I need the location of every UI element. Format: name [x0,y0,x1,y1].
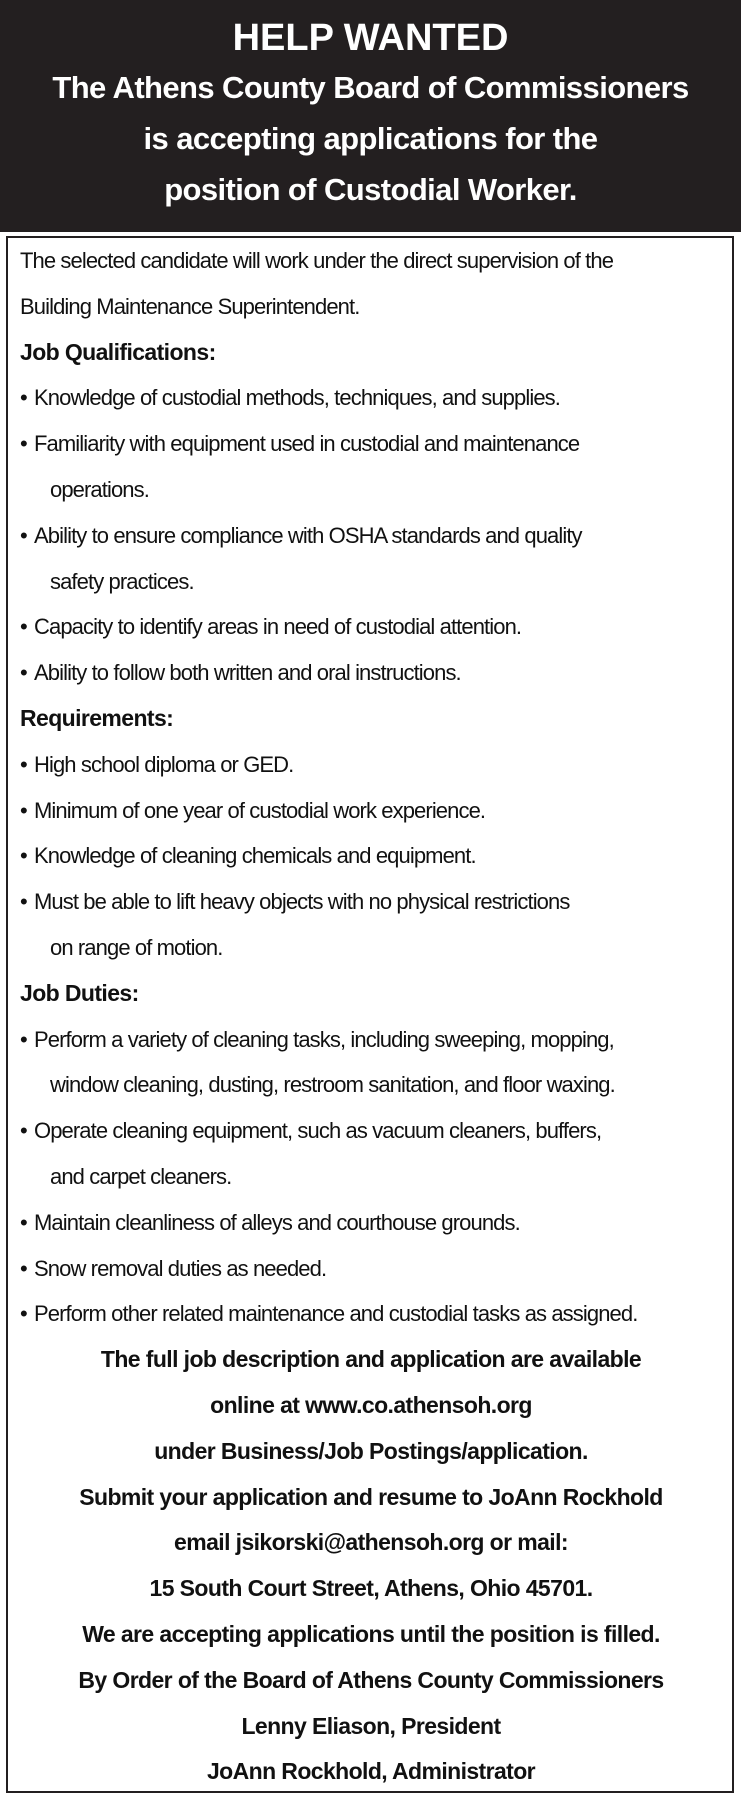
header-line: The Athens County Board of Commissioners [52,70,689,105]
ad-header [0,0,741,232]
bullet-icon: • [20,1301,27,1327]
intro-line: Building Maintenance Superintendent. [20,293,360,319]
list-item-text-continued: on range of motion. [50,934,223,960]
footer-line: We are accepting applications until the position is filled. [82,1620,660,1647]
intro-line: The selected candidate will work under the direct supervision of the [20,248,614,273]
ad-footer [20,1337,722,1795]
ad-title: HELP WANTED [232,17,509,59]
footer-line: Submit your application and resume to JoAnn Rockhold [79,1483,663,1510]
list-item [20,1291,722,1337]
list-item [20,1200,722,1246]
list-item-text: Knowledge of cleaning chemicals and equipment. [34,843,476,869]
bullet-icon: • [20,431,27,457]
ad-body [6,236,734,1793]
bullet-icon: • [20,1118,27,1144]
bullet-icon: • [20,1255,27,1281]
list-item [20,788,722,834]
footer-signature-administrator: JoAnn Rockhold, Administrator [206,1758,536,1785]
list-item-text-continued: safety practices. [50,568,194,594]
bullet-icon: • [20,797,27,823]
bullet-icon: • [20,614,27,640]
list-item-text: Maintain cleanliness of alleys and courthouse grounds. [34,1209,520,1235]
list-item-text: Familiarity with equipment used in custodial and maintenance [34,431,580,457]
footer-line: The full job description and application are available [100,1346,642,1373]
list-item-text: Knowledge of custodial methods, techniques, and supplies. [34,385,560,411]
list-item-text-continued: operations. [50,476,149,502]
list-item-text: Must be able to lift heavy objects with no physical restrictions [34,889,570,915]
list-item [20,421,722,513]
footer-line: By Order of the Board of Athens County Commissioners [78,1666,664,1693]
list-item-text: Perform a variety of cleaning tasks, including sweeping, mopping, [34,1026,614,1052]
list-item-text: Ability to ensure compliance with OSHA standards and quality [34,522,582,548]
list-item [20,1246,722,1292]
header-line: is accepting applications for the [143,121,598,156]
footer-line-website: online at www.co.athensoh.org [210,1391,532,1418]
list-item [20,742,722,788]
footer-line-address: 15 South Court Street, Athens, Ohio 45701. [149,1575,593,1602]
bullet-icon: • [20,385,27,411]
bullet-icon: • [20,751,27,777]
list-item-text-continued: and carpet cleaners. [50,1163,232,1189]
list-item-text: Snow removal duties as needed. [34,1255,327,1281]
list-item [20,513,722,605]
list-item-text: Ability to follow both written and oral instructions. [34,660,461,686]
section-heading-qualifications: Job Qualifications: [20,338,216,365]
list-item-text-continued: window cleaning, dusting, restroom sanitation, and floor waxing. [50,1072,615,1098]
footer-line-email: email jsikorski@athensoh.org or mail: [174,1529,568,1556]
section-heading-requirements: Requirements: [20,704,174,731]
bullet-icon: • [20,1026,27,1052]
bullet-icon: • [20,1209,27,1235]
bullet-icon: • [20,889,27,915]
bullet-icon: • [20,522,27,548]
bullet-icon: • [20,660,27,686]
list-item [20,833,722,879]
list-item-text: Perform other related maintenance and custodial tasks as assigned. [34,1301,638,1327]
list-item-text: Capacity to identify areas in need of custodial attention. [34,614,522,640]
list-item [20,375,722,421]
list-item [20,879,722,971]
list-item-text: High school diploma or GED. [34,751,294,777]
list-item [20,604,722,650]
list-item [20,1017,722,1109]
header-line: position of Custodial Worker. [164,172,577,207]
bullet-icon: • [20,843,27,869]
intro-paragraph [20,238,722,330]
footer-line: under Business/Job Postings/application. [154,1437,588,1464]
list-item [20,1108,722,1200]
list-item-text: Minimum of one year of custodial work experience. [34,797,486,823]
footer-signature-president: Lenny Eliason, President [241,1712,501,1739]
section-heading-duties: Job Duties: [20,979,139,1006]
list-item-text: Operate cleaning equipment, such as vacuum cleaners, buffers, [34,1118,602,1144]
list-item [20,650,722,696]
